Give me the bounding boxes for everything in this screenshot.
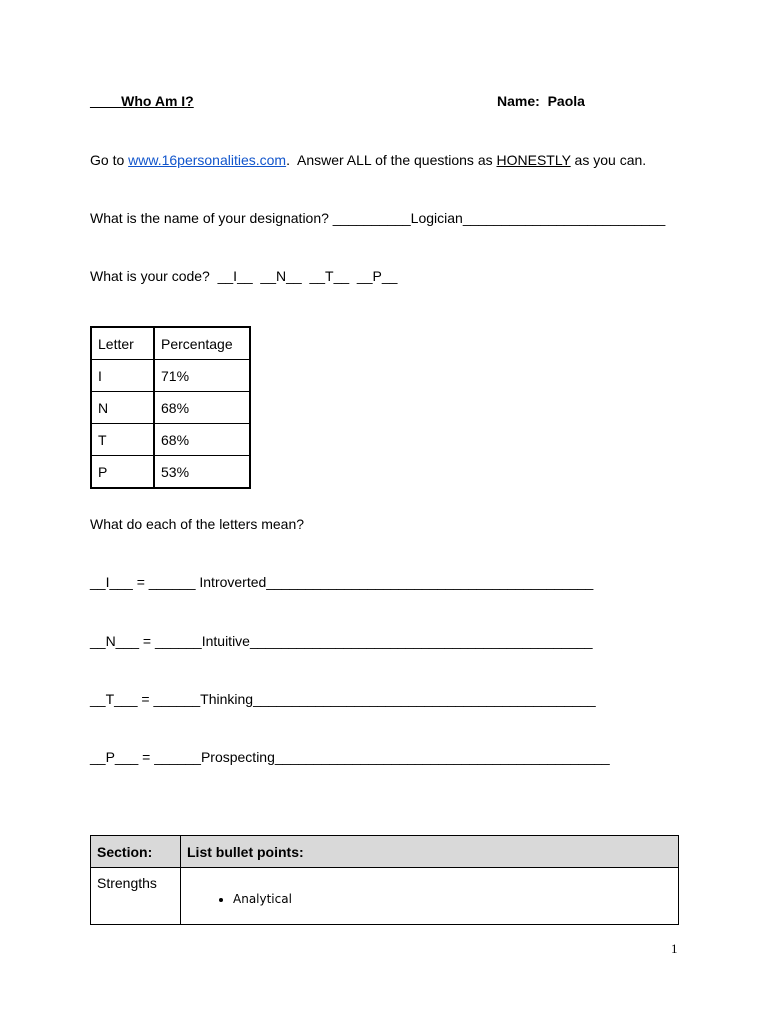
percentage-cell: 68% [154, 392, 250, 424]
intro-end: as you can. [570, 152, 647, 168]
section-header-row [91, 836, 679, 868]
intro-line [90, 152, 646, 168]
website-link[interactable]: www.16personalities.com [128, 152, 287, 168]
table-row [91, 456, 250, 489]
letter-cell: P [91, 456, 154, 489]
letter-meaning-line: __P___ = ______Prospecting___________________________________________ [90, 749, 610, 765]
letter-cell: N [91, 392, 154, 424]
title-line [90, 93, 194, 109]
percentage-table [90, 326, 251, 489]
header-bullets: List bullet points: [181, 836, 679, 868]
bullet-list [181, 892, 678, 906]
percentage-cell: 53% [154, 456, 250, 489]
intro-go-to: Go to [90, 152, 129, 168]
letters-question: What do each of the letters mean? [90, 516, 305, 532]
table-row [91, 392, 250, 424]
table-row [91, 424, 250, 456]
letter-meaning-line: __I___ = ______ Introverted__________________________________________ [90, 574, 594, 590]
header-letter: Letter [91, 327, 154, 360]
header-section: Section: [91, 836, 181, 868]
designation-question: What is the name of your designation? __________Logician__________________________ [90, 210, 666, 226]
table-row [91, 868, 679, 925]
letter-meaning-line: __T___ = ______Thinking____________________________________________ [90, 691, 596, 707]
letter-cell: I [91, 360, 154, 392]
code-question: What is your code? __I__ __N__ __T__ __P__ [90, 268, 398, 284]
percentage-cell: 71% [154, 360, 250, 392]
letter-cell: T [91, 424, 154, 456]
table-row [91, 360, 250, 392]
bullets-cell [181, 868, 679, 925]
page-title: Who Am I? [121, 93, 194, 109]
list-item: • Analytical [233, 892, 678, 906]
student-name: Name: Paola [497, 93, 585, 109]
title-blank: ____ [90, 93, 122, 109]
header-percentage: Percentage [154, 327, 250, 360]
letter-meaning-line: __N___ = ______Intuitive____________________________________________ [90, 633, 593, 649]
intro-emphasis: HONESTLY [496, 152, 571, 168]
page-number: 1 [671, 941, 678, 956]
percentage-cell: 68% [154, 424, 250, 456]
intro-mid: . Answer ALL of the questions as [286, 152, 497, 168]
section-table [90, 835, 679, 925]
table-header-row [91, 327, 250, 360]
section-name: Strengths [91, 868, 181, 925]
